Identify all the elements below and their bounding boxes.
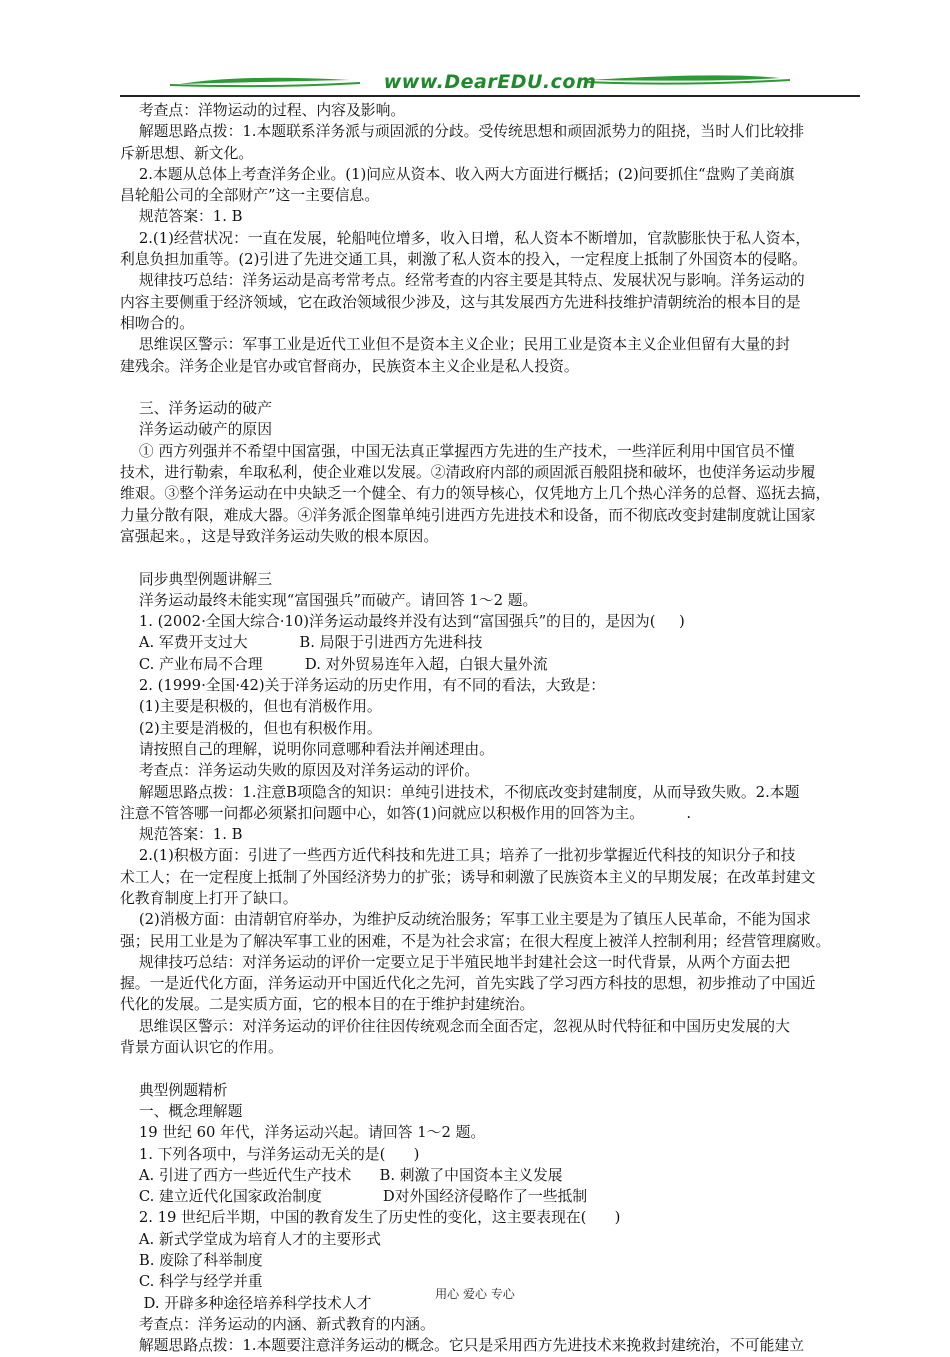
text-line: (2)消极方面：由清朝官府举办，为维护反动统治服务；军事工业主要是为了镇压人民革命，不能为国求: [120, 911, 811, 929]
text-line: 化教育制度上打开了缺口。: [120, 889, 298, 907]
text-line: 思维误区警示：军事工业是近代工业但不是资本主义企业；民用工业是资本主义企业但留有大量的封: [120, 336, 790, 354]
text-line: 术工人；在一定程度上抵制了外国经济势力的扩张；诱导和刺激了民族资本主义的早期发展；在改革封建文: [120, 868, 816, 886]
text-line: 解题思路点拨：1.注意B项隐含的知识：单纯引进技术，不彻底改变封建制度，从而导致失败。2.本题: [120, 783, 800, 801]
text-line: 规律技巧总结：对洋务运动的评价一定要立足于半殖民地半封建社会这一时代背景，从两个方面去把: [120, 953, 790, 971]
text-line: 解题思路点拨：1.本题联系洋务派与顽固派的分歧。受传统思想和顽固派势力的阻挠，当时人们比较排: [120, 123, 804, 141]
site-logo[interactable]: www.DearEDU.com: [383, 71, 597, 93]
text-line: 富强起来。，这是导致洋务运动失败的根本原因。: [120, 527, 439, 545]
text-line: 请按照自己的理解，说明你同意哪种看法并阐述理由。: [120, 740, 494, 758]
text-line: 2.本题从总体上考查洋务企业。(1)问应从资本、收入两大方面进行概括；(2)问要抓住“盘购了美商旗: [120, 165, 795, 183]
text-line: D. 开辟多种途径培养科学技术人才: [120, 1294, 372, 1312]
text-line: 思维误区警示：对洋务运动的评价往往因传统观念而全面否定，忽视从时代特征和中国历史发展的大: [120, 1017, 790, 1035]
text-line: B. 废除了科举制度: [120, 1252, 263, 1270]
text-line: 背景方面认识它的作用。: [120, 1039, 283, 1057]
text-line: 技术，进行勒索，牟取私利，使企业难以发展。②清政府内部的顽固派百般阻挠和破坏，也使洋务运动步履: [120, 464, 816, 482]
text-line: 斥新思想、新文化。: [120, 144, 254, 162]
text-line: 三、洋务运动的破产: [120, 400, 272, 418]
document-body: [120, 100, 865, 1357]
text-line: 强；民用工业是为了解决军事工业的困难，不是为社会求富；在很大程度上被洋人控制利用；经营管理腐败。: [120, 932, 831, 950]
text-line: 一、概念理解题: [120, 1102, 243, 1120]
text-line: 维艰。③整个洋务运动在中央缺乏一个健全、有力的领导核心，仅凭地方上几个热心洋务的总督、巡抚去搞，: [120, 485, 831, 503]
text-line: 内容主要侧重于经济领域，它在政治领域很少涉及，这与其发展西方先进科技维护清朝统治的根本目的是: [120, 293, 801, 311]
text-line: 2. (1999·全国·42)关于洋务运动的历史作用，有不同的看法，大致是：: [120, 677, 605, 695]
text-line: C. 产业布局不合理 D. 对外贸易连年入超，白银大量外流: [120, 655, 548, 673]
blank-line: [120, 1058, 865, 1079]
text-line: 2. 19 世纪后半期，中国的教育发生了历史性的变化，这主要表现在( ): [120, 1209, 621, 1227]
text-line: 力量分散有限，难成大器。④洋务派企图靠单纯引进西方先进技术和设备，而不彻底改变封建制度就让国家: [120, 506, 816, 524]
text-line: 2.(1)经营状况：一直在发展，轮船吨位增多，收入日增，私人资本不断增加，官款膨胀快于私人资本，: [120, 229, 811, 247]
text-line: 解题思路点拨：1.本题要注意洋务运动的概念。它只是采用西方先进技术来挽救封建统治，不可能建立: [120, 1337, 804, 1355]
text-line: 代化的发展。二是实质方面，它的根本目的在于维护封建统治。: [120, 996, 535, 1014]
text-line: 洋务运动最终未能实现“富国强兵”而破产。请回答 1～2 题。: [120, 591, 538, 609]
text-line: 昌轮船公司的全部财产”这一主要信息。: [120, 187, 380, 205]
text-line: 典型例题精析: [120, 1081, 228, 1099]
text-line: 考查点：洋务运动的内涵、新式教育的内涵。: [120, 1315, 435, 1333]
text-line: ① 西方列强并不希望中国富强，中国无法真正掌握西方先进的生产技术，一些洋匠利用中国官员不懂: [120, 442, 795, 460]
blank-line: [120, 377, 865, 398]
text-line: 规律技巧总结：洋务运动是高考常考点。经常考查的内容主要是其特点、发展状况与影响。洋务运动的: [120, 272, 805, 290]
text-line: 注意不管答哪一问都必须紧扣问题中心，如答(1)问就应以积极作用的回答为主。 .: [120, 804, 692, 822]
header-divider: [120, 95, 860, 97]
text-line: 相吻合的。: [120, 314, 194, 332]
text-line: C. 科学与经学并重: [120, 1273, 263, 1291]
text-line: 考查点：洋物运动的过程、内容及影响。: [120, 102, 406, 119]
page-footer: 用心 爱心 专心: [435, 1287, 515, 1301]
text-line: 1. (2002·全国大综合·10)洋务运动最终并没有达到“富国强兵”的目的，是因为( ): [120, 613, 685, 631]
text-line: 建残余。洋务企业是官办或官督商办，民族资本主义企业是私人投资。: [120, 357, 579, 375]
text-line: (1)主要是积极的，但也有消极作用。: [120, 698, 382, 716]
text-line: (2)主要是消极的，但也有积极作用。: [120, 719, 382, 737]
text-line: 1. 下列各项中，与洋务运动无关的是( ): [120, 1145, 420, 1163]
text-line: A. 新式学堂成为培育人才的主要形式: [120, 1230, 381, 1248]
text-line: 洋务运动破产的原因: [120, 421, 272, 439]
text-line: 规范答案：1. B: [120, 826, 243, 844]
text-line: 规范答案：1. B: [120, 208, 243, 226]
text-line: 2.(1)积极方面：引进了一些西方近代科技和先进工具；培养了一批初步掌握近代科技的知识分子和技: [120, 847, 796, 865]
text-line: A. 引进了西方一些近代生产技术 B. 刺激了中国资本主义发展: [120, 1166, 563, 1184]
text-line: 19 世纪 60 年代，洋务运动兴起。请回答 1～2 题。: [120, 1124, 486, 1142]
text-line: 利息负担加重等。(2)引进了先进交通工具，刺激了私人资本的投入，一定程度上抵制了外国资本的侵略。: [120, 251, 807, 269]
text-line: 考查点：洋务运动失败的原因及对洋务运动的评价。: [120, 762, 480, 780]
page-header: [120, 68, 860, 102]
blank-line: [120, 547, 865, 568]
text-line: 同步典型例题讲解三: [120, 570, 272, 588]
text-line: C. 建立近代化国家政治制度 D对外国经济侵略作了一些抵制: [120, 1188, 588, 1206]
text-line: A. 军费开支过大 B. 局限于引进西方先进科技: [120, 634, 483, 652]
text-line: 握。一是近代化方面，洋务运动开中国近代化之先河，首先实践了学习西方科技的思想，初步推动了中国近: [120, 975, 816, 993]
